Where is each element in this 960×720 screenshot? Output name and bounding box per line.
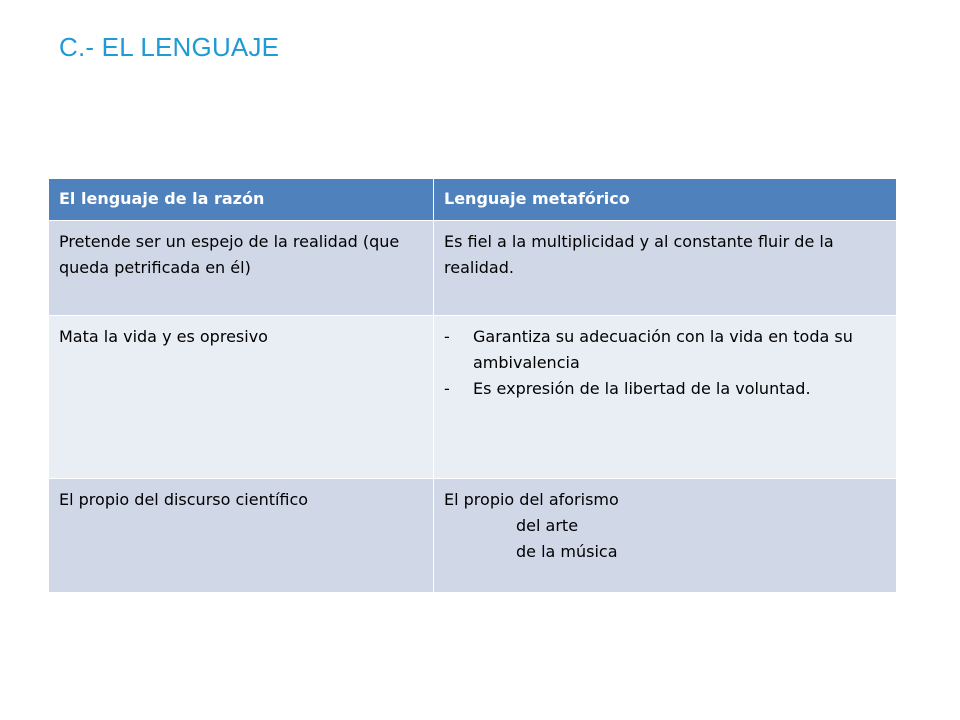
cell-line-indented: de la música [516, 542, 618, 561]
table-row [49, 316, 897, 479]
dash-list [444, 324, 886, 402]
header-cell-reason-language: El lenguaje de la razón [49, 179, 434, 221]
list-item [444, 376, 886, 402]
header-cell-metaphoric-language: Lenguaje metafórico [434, 179, 897, 221]
list-item-text: Garantiza su adecuación con la vida en toda su ambivalencia [473, 327, 853, 372]
table-row [49, 479, 897, 593]
table-row [49, 221, 897, 316]
table-cell: El propio del discurso científico [49, 479, 434, 593]
list-item [444, 324, 886, 376]
table-cell [434, 479, 897, 593]
comparison-table [48, 178, 897, 593]
table-cell [434, 316, 897, 479]
cell-line: El propio del aforismo [444, 490, 619, 509]
list-item-text: Es expresión de la libertad de la voluntad. [473, 379, 811, 398]
cell-line-indented: del arte [516, 516, 579, 535]
table-header-row [49, 179, 897, 221]
slide-title: C.- EL LENGUAJE [59, 32, 280, 62]
dash-bullet: - [444, 379, 450, 398]
table-cell: Es fiel a la multiplicidad y al constante fluir de la realidad. [434, 221, 897, 316]
table-cell: Mata la vida y es opresivo [49, 316, 434, 479]
dash-bullet: - [444, 327, 450, 346]
table-cell: Pretende ser un espejo de la realidad (que queda petrificada en él) [49, 221, 434, 316]
